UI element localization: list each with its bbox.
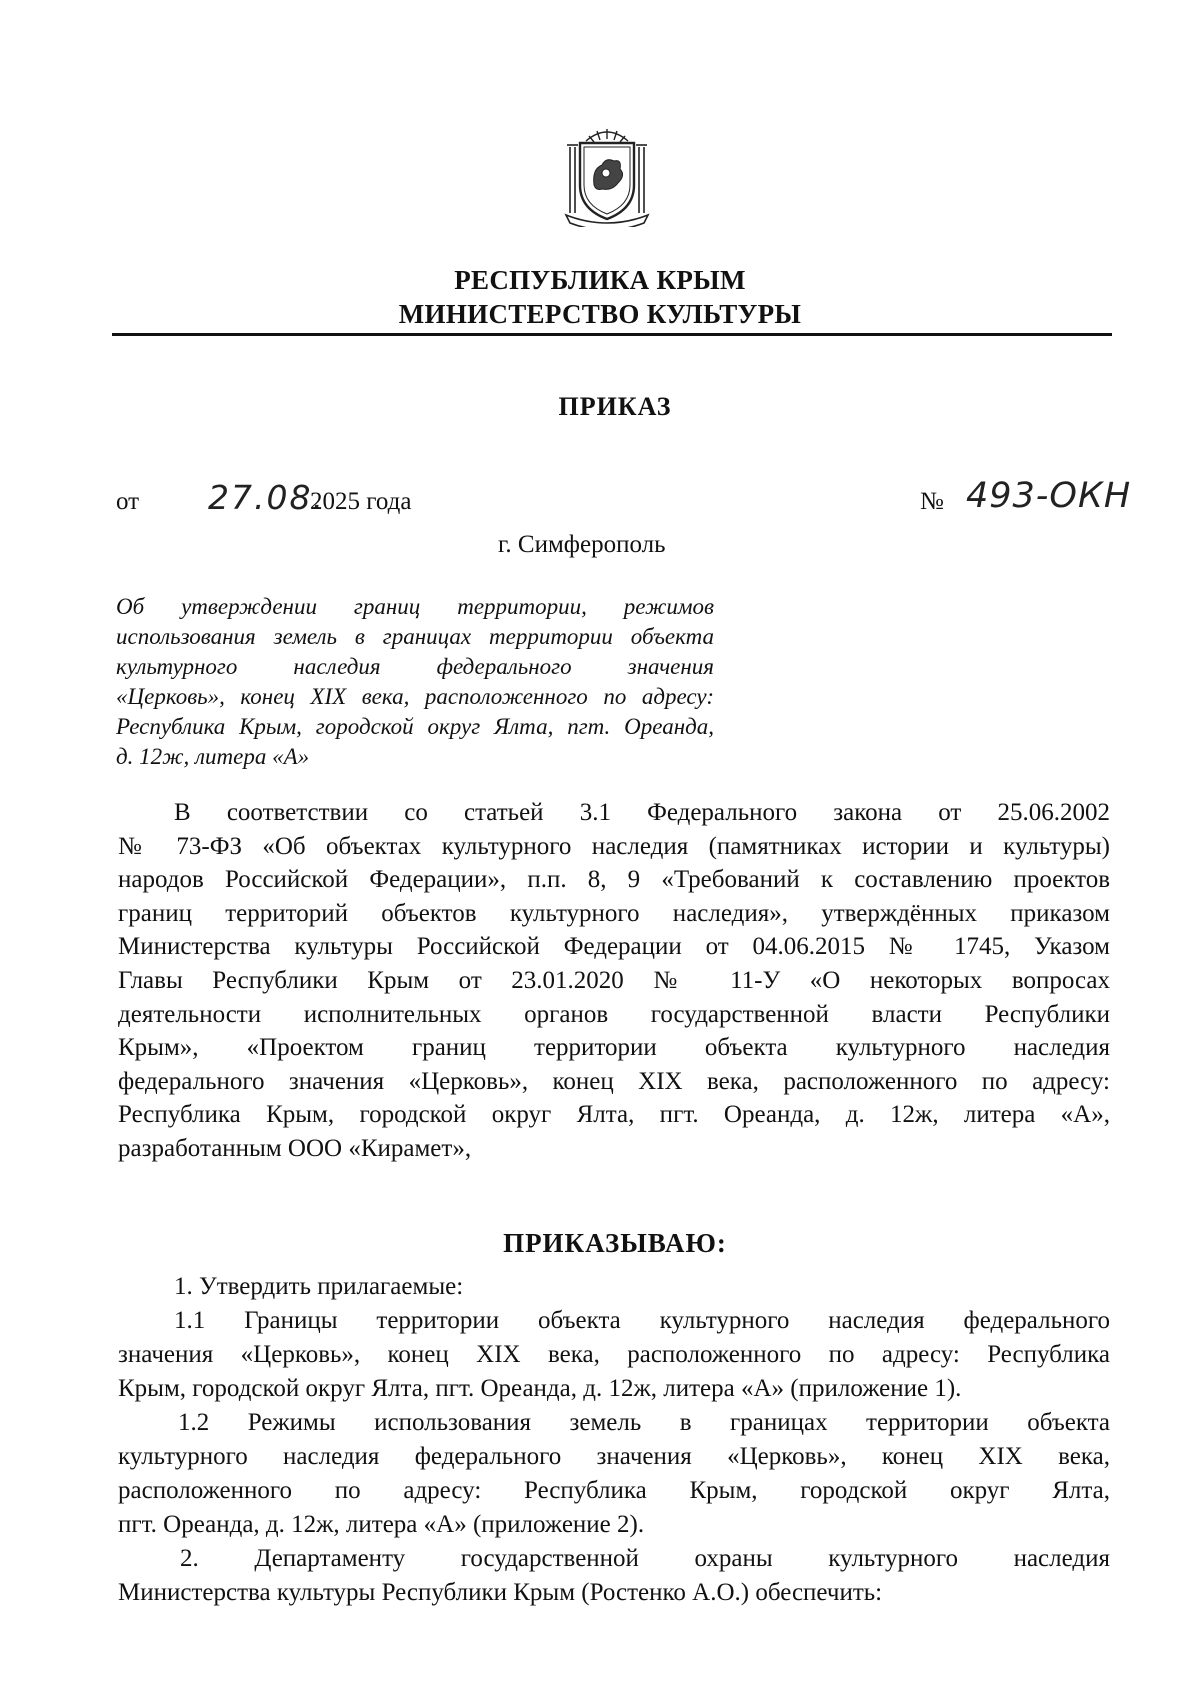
order-item-line: 1.1 Границы территории объекта культурного наследия федерального	[174, 1307, 1110, 1334]
preamble-line: Главы Республики Крым от 23.01.2020 № 11-У «О некоторых вопросах	[118, 966, 1110, 994]
order-items	[118, 1270, 1110, 1610]
org-name-line1: РЕСПУБЛИКА КРЫМ	[454, 265, 746, 295]
preamble-line: № 73-ФЗ «Об объектах культурного наследия (памятниках истории и культуры)	[118, 832, 1110, 860]
subject-line: культурного наследия федерального значения	[116, 654, 714, 679]
preamble-line: Министерства культуры Российской Федерации от 04.06.2015 № 1745, Указом	[118, 933, 1110, 961]
handwritten-date: 27.08.	[208, 478, 325, 517]
crimea-coat-of-arms-icon	[562, 125, 652, 227]
order-item-line: 2. Департаменту государственной охраны культурного наследия	[180, 1545, 1110, 1572]
order-item-line: культурного наследия федерального значения «Церковь», конец XIX века,	[118, 1443, 1110, 1470]
preamble-paragraph	[118, 796, 1110, 1166]
preamble-line: деятельности исполнительных органов государственной власти Республики	[118, 1000, 1110, 1028]
order-item-line: Крым, городской округ Ялта, пгт. Ореанда, д. 12ж, литера «А» (приложение 1).	[118, 1375, 962, 1402]
order-item-line: значения «Церковь», конец XIX века, расположенного по адресу: Республика	[118, 1341, 1110, 1368]
preamble-line: Крым», «Проектом границ территории объекта культурного наследия	[118, 1034, 1110, 1062]
order-item-line: расположенного по адресу: Республика Крым, городской округ Ялта,	[118, 1477, 1110, 1504]
preamble-line: В соответствии со статьей 3.1 Федерального закона от 25.06.2002	[174, 799, 1110, 826]
subject-line: использования земель в границах территории объекта	[116, 624, 714, 649]
preamble-line: федерального значения «Церковь», конец XIX века, расположенного по адресу:	[118, 1067, 1110, 1095]
city: г. Симферополь	[498, 531, 666, 558]
date-from-label: от	[116, 488, 140, 515]
subject-line: Республика Крым, городской округ Ялта, пгт. Ореанда,	[116, 714, 714, 739]
subject-line: «Церковь», конец XIX века, расположенного по адресу:	[116, 684, 714, 709]
document-type: ПРИКАЗ	[558, 392, 672, 421]
subject-line: Об утверждении границ территории, режимов	[116, 594, 714, 619]
preamble-line: границ территорий объектов культурного наследия», утверждённых приказом	[118, 899, 1110, 927]
handwritten-number: 493-ОКН	[966, 476, 1132, 516]
order-item-line: Министерства культуры Республики Крым (Ростенко А.О.) обеспечить:	[118, 1579, 883, 1606]
preamble-line: народов Российской Федерации», п.п. 8, 9 «Требований к составлению проектов	[118, 866, 1110, 894]
order-item-line: 1.2 Режимы использования земель в границах территории объекта	[178, 1409, 1110, 1436]
order-item-line: пгт. Ореанда, д. 12ж, литера «А» (приложение 2).	[118, 1511, 645, 1538]
org-name-line2: МИНИСТЕРСТВО КУЛЬТУРЫ	[398, 299, 802, 329]
preamble-line: Республика Крым, городской округ Ялта, пгт. Ореанда, д. 12ж, литера «А»,	[118, 1101, 1110, 1129]
orders-heading: ПРИКАЗЫВАЮ:	[503, 1228, 727, 1258]
preamble-line: разработанным ООО «Кирамет»,	[118, 1134, 472, 1162]
header-divider	[112, 333, 1112, 336]
subject-line: д. 12ж, литера «А»	[116, 744, 310, 769]
order-item-line: 1. Утвердить прилагаемые:	[174, 1273, 464, 1300]
date-year: 2025 года	[310, 488, 412, 515]
subject-block	[116, 592, 714, 772]
number-label: №	[920, 488, 944, 515]
